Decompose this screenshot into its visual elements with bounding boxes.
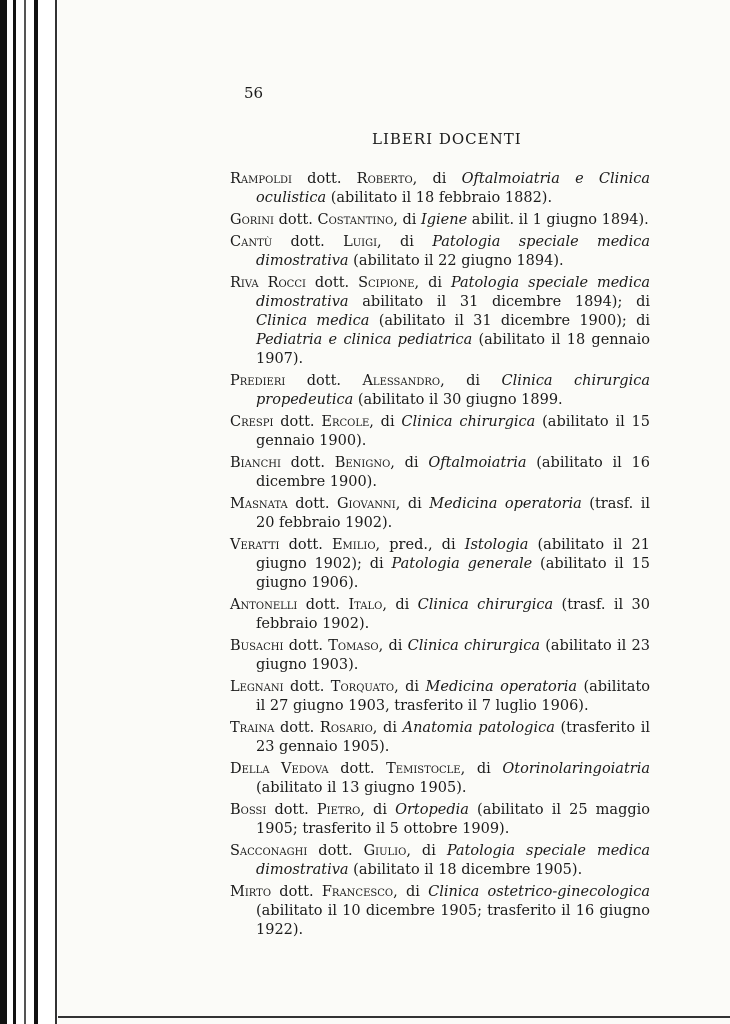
- entry-subject: Clinica medica: [256, 313, 370, 329]
- entry-given: Roberto: [356, 171, 413, 187]
- entry-given: Luigi: [343, 234, 378, 250]
- entry-text: (abilitato il 25 maggio 1905; trasferito il 5 ottobre 1909).: [256, 802, 651, 837]
- entry-text: , di: [460, 761, 503, 777]
- entry-text: (abilitato il 27 giugno 1903, trasferito il 7 luglio 1906).: [256, 679, 651, 714]
- entry-surname: Sacconaghi: [230, 843, 308, 859]
- entry-text: (trasf. il 30 febbraio 1902).: [256, 597, 651, 632]
- entry-given: Scipione: [358, 275, 415, 291]
- entry-text: (abilitato il 22 giugno 1894).: [348, 253, 564, 269]
- entry-text: dott.: [283, 679, 331, 695]
- entry-text: dott.: [273, 212, 318, 228]
- entry-surname: Traina: [230, 720, 275, 736]
- entry-text: , di: [393, 884, 429, 900]
- entry-text: (abilitato il 15 giugno 1906).: [256, 556, 650, 591]
- entry-given: Emilio: [331, 537, 376, 553]
- entry-subject: Patologia speciale medica dimostrativa: [256, 234, 650, 269]
- entry-surname: Busachi: [230, 638, 284, 654]
- entry-given: Tomaso: [328, 638, 379, 654]
- entry-list: [230, 170, 650, 943]
- entry-text: (abilitato il 13 giugno 1905).: [256, 780, 467, 796]
- entry-given: Francesco: [321, 884, 394, 900]
- entry-given: Pietro: [316, 802, 361, 818]
- entry-subject: Ortopedia: [395, 802, 469, 818]
- entry: [230, 233, 650, 271]
- entry-surname: Riva Rocci: [230, 275, 306, 291]
- entry-subject: Patologia speciale medica dimostrativa: [256, 843, 650, 878]
- entry-text: (abilitato il 10 dicembre 1905; trasferito il 16 giugno 1922).: [256, 903, 650, 938]
- entry-text: dott.: [328, 761, 387, 777]
- entry-surname: Masnata: [230, 496, 288, 512]
- entry-surname: Legnani: [230, 679, 284, 695]
- entry-given: Rosario: [319, 720, 373, 736]
- entry-text: (abilitato il 18 febbraio 1882).: [326, 190, 553, 206]
- entry-text: abilit. il 1 giugno 1894).: [467, 212, 649, 228]
- entry-subject: Clinica chirurgica: [407, 638, 541, 654]
- entry-surname: Mirto: [230, 884, 272, 900]
- entry: [230, 637, 650, 675]
- entry-subject: Clinica chirurgica: [401, 414, 536, 430]
- entry-text: , di: [378, 638, 408, 654]
- entry-subject: Clinica chirurgica: [417, 597, 554, 613]
- entry-surname: Antonelli: [230, 597, 298, 613]
- entry-text: , di: [372, 720, 403, 736]
- entry: [230, 536, 650, 593]
- entry-text: , di: [412, 171, 462, 187]
- entry-subject: Pediatria e clinica pediatrica: [256, 332, 473, 348]
- entry-text: (abilitato il 30 giugno 1899.: [353, 392, 563, 408]
- entry-text: , di: [394, 679, 426, 695]
- entry-given: Italo: [348, 597, 383, 613]
- entry-text: , di: [369, 414, 402, 430]
- entry-text: abilitato il 31 dicembre 1894); di: [348, 294, 650, 310]
- entry-text: , di: [393, 212, 422, 228]
- entry: [230, 842, 650, 880]
- book-binding-edge: [0, 0, 58, 1024]
- entry: [230, 211, 650, 230]
- entry-surname: Gorini: [230, 212, 274, 228]
- bottom-edge-rule: [58, 1016, 730, 1018]
- entry-subject: Oftalmoiatria e Clinica oculistica: [256, 171, 650, 206]
- entry: [230, 801, 650, 839]
- entry-text: dott.: [272, 234, 344, 250]
- entry: [230, 760, 650, 798]
- page-number: 56: [244, 84, 264, 102]
- entry-text: dott.: [274, 720, 320, 736]
- entry-given: Torquato: [330, 679, 395, 695]
- entry-text: dott.: [283, 638, 329, 654]
- entry-text: dott.: [266, 802, 317, 818]
- entry: [230, 495, 650, 533]
- entry-surname: Predieri: [230, 373, 286, 389]
- entry-subject: Patologia speciale medica dimostrativa: [256, 275, 650, 310]
- entry-text: , di: [440, 373, 502, 389]
- entry-text: , di: [414, 275, 451, 291]
- entry-text: dott.: [271, 884, 322, 900]
- entry: [230, 372, 650, 410]
- entry-text: (abilitato il 31 dicembre 1900); di: [369, 313, 650, 329]
- entry: [230, 596, 650, 634]
- entry-subject: Medicina operatoria: [429, 496, 582, 512]
- entry-subject: Istologia: [464, 537, 529, 553]
- entry-surname: Veratti: [230, 537, 280, 553]
- entry-text: dott.: [287, 496, 337, 512]
- entry-text: (abilitato il 23 giugno 1903).: [256, 638, 650, 673]
- entry-given: Costantino: [317, 212, 394, 228]
- entry-subject: Igiene: [421, 212, 468, 228]
- entry-text: dott.: [273, 414, 322, 430]
- entry-text: (trasferito il 23 gennaio 1905).: [256, 720, 650, 755]
- entry-text: , di: [360, 802, 396, 818]
- entry-text: , di: [382, 597, 418, 613]
- entry: [230, 454, 650, 492]
- entry-subject: Clinica ostetrico-ginecologica: [428, 884, 651, 900]
- entry-given: Temistocle: [386, 761, 461, 777]
- entry-subject: Patologia generale: [391, 556, 533, 572]
- entry-text: , di: [406, 843, 447, 859]
- entry-surname: Rampoldi: [230, 171, 292, 187]
- entry-subject: Oftalmoiatria: [428, 455, 527, 471]
- entry-text: dott.: [285, 373, 363, 389]
- entry-text: (trasf. il 20 febbraio 1902).: [256, 496, 651, 531]
- entry-given: Benigno: [334, 455, 391, 471]
- entry-subject: Medicina operatoria: [425, 679, 578, 695]
- entry: [230, 274, 650, 369]
- entry-text: (abilitato il 18 gennaio 1907).: [256, 332, 650, 367]
- entry-text: dott.: [280, 455, 335, 471]
- entry-given: Ercole: [321, 414, 370, 430]
- entry-text: , di: [390, 455, 429, 471]
- entry-surname: Bossi: [230, 802, 267, 818]
- entry-subject: Clinica chirurgica propedeutica: [256, 373, 650, 408]
- entry-subject: Otorinolaringoiatria: [502, 761, 650, 777]
- entry-surname: Della Vedova: [230, 761, 329, 777]
- entry-given: Alessandro: [362, 373, 441, 389]
- entry-surname: Bianchi: [230, 455, 281, 471]
- entry: [230, 719, 650, 757]
- entry: [230, 678, 650, 716]
- entry-surname: Crespi: [230, 414, 274, 430]
- entry-given: Giovanni: [336, 496, 396, 512]
- entry-surname: Cantù: [230, 234, 273, 250]
- entry-text: (abilitato il 18 dicembre 1905).: [348, 862, 583, 878]
- entry-text: dott.: [291, 171, 357, 187]
- page-title: LIBERI DOCENTI: [372, 130, 522, 148]
- entry: [230, 883, 650, 940]
- entry: [230, 170, 650, 208]
- entry-text: , di: [395, 496, 430, 512]
- entry-text: (abilitato il 21 giugno 1902); di: [256, 537, 651, 572]
- entry-text: dott.: [307, 843, 364, 859]
- entry-subject: Anatomia patologica: [402, 720, 555, 736]
- entry-text: , di: [377, 234, 433, 250]
- entry-text: (abilitato il 16 dicembre 1900).: [256, 455, 651, 490]
- entry-text: (abilitato il 15 gennaio 1900).: [256, 414, 651, 449]
- entry-text: dott.: [279, 537, 332, 553]
- entry: [230, 413, 650, 451]
- entry-text: , pred., di: [375, 537, 465, 553]
- entry-text: dott.: [297, 597, 349, 613]
- entry-given: Giulio: [363, 843, 407, 859]
- entry-text: dott.: [305, 275, 359, 291]
